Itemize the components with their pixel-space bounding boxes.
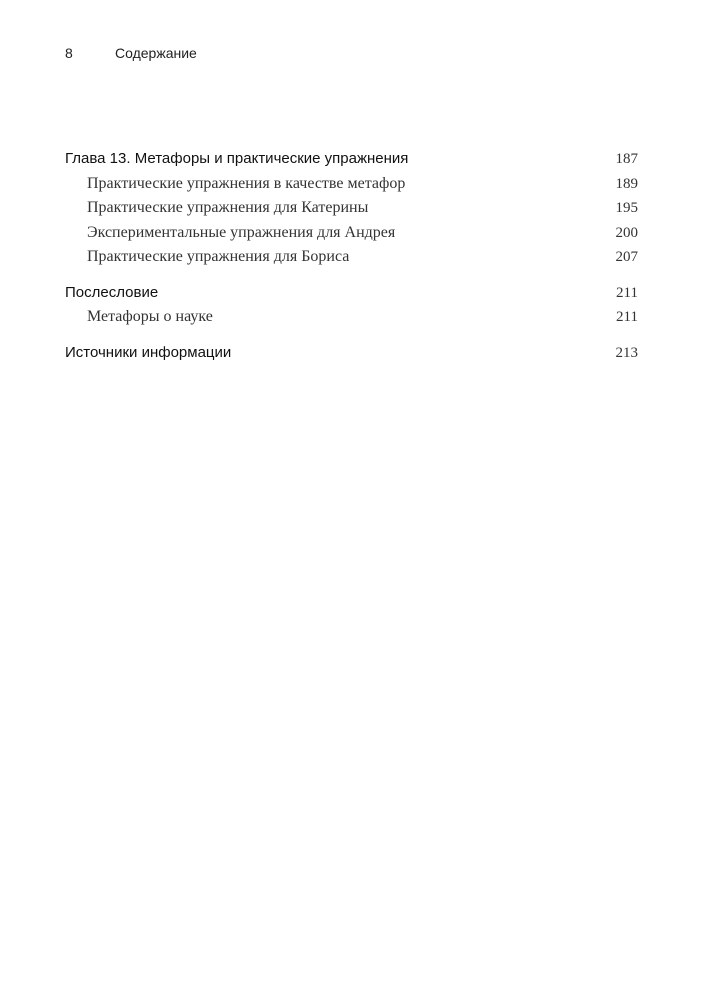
table-of-contents [65, 147, 638, 376]
toc-subsection-row [65, 245, 638, 270]
toc-page-number: 195 [615, 200, 638, 216]
toc-subsection-row [65, 305, 638, 330]
toc-section-afterword [65, 281, 638, 330]
toc-chapter-row [65, 281, 638, 306]
toc-page-number: 200 [615, 224, 638, 241]
toc-page-number: 213 [615, 344, 638, 361]
toc-page-number: 211 [616, 309, 638, 325]
toc-subsection-title: Метафоры о науке [87, 308, 213, 325]
running-title: Содержание [115, 45, 197, 61]
running-head [65, 45, 197, 61]
toc-subsection-title: Экспериментальные упражнения для Андрея [87, 223, 396, 241]
toc-page-number: 207 [615, 249, 638, 265]
toc-subsection-title: Практические упражнения для Бориса [87, 248, 350, 265]
toc-chapter-title: Источники информации [65, 343, 232, 361]
toc-chapter-row [65, 147, 638, 172]
toc-subsection-title: Практические упражнения в качестве метафор [87, 174, 406, 192]
toc-chapter-title: Послесловие [65, 283, 159, 301]
page-number: 8 [65, 45, 73, 61]
toc-chapter-title: Глава 13. Метафоры и практические упражнения [65, 150, 409, 167]
toc-page-number: 211 [616, 284, 638, 301]
toc-subsection-row [65, 172, 638, 197]
toc-section-chapter-13 [65, 147, 638, 270]
toc-page-number: 189 [615, 175, 638, 192]
toc-page-number: 187 [615, 151, 638, 167]
toc-chapter-row [65, 341, 638, 366]
toc-subsection-title: Практические упражнения для Катерины [87, 199, 369, 216]
toc-section-sources [65, 341, 638, 366]
toc-subsection-row [65, 221, 638, 246]
toc-subsection-row [65, 196, 638, 221]
